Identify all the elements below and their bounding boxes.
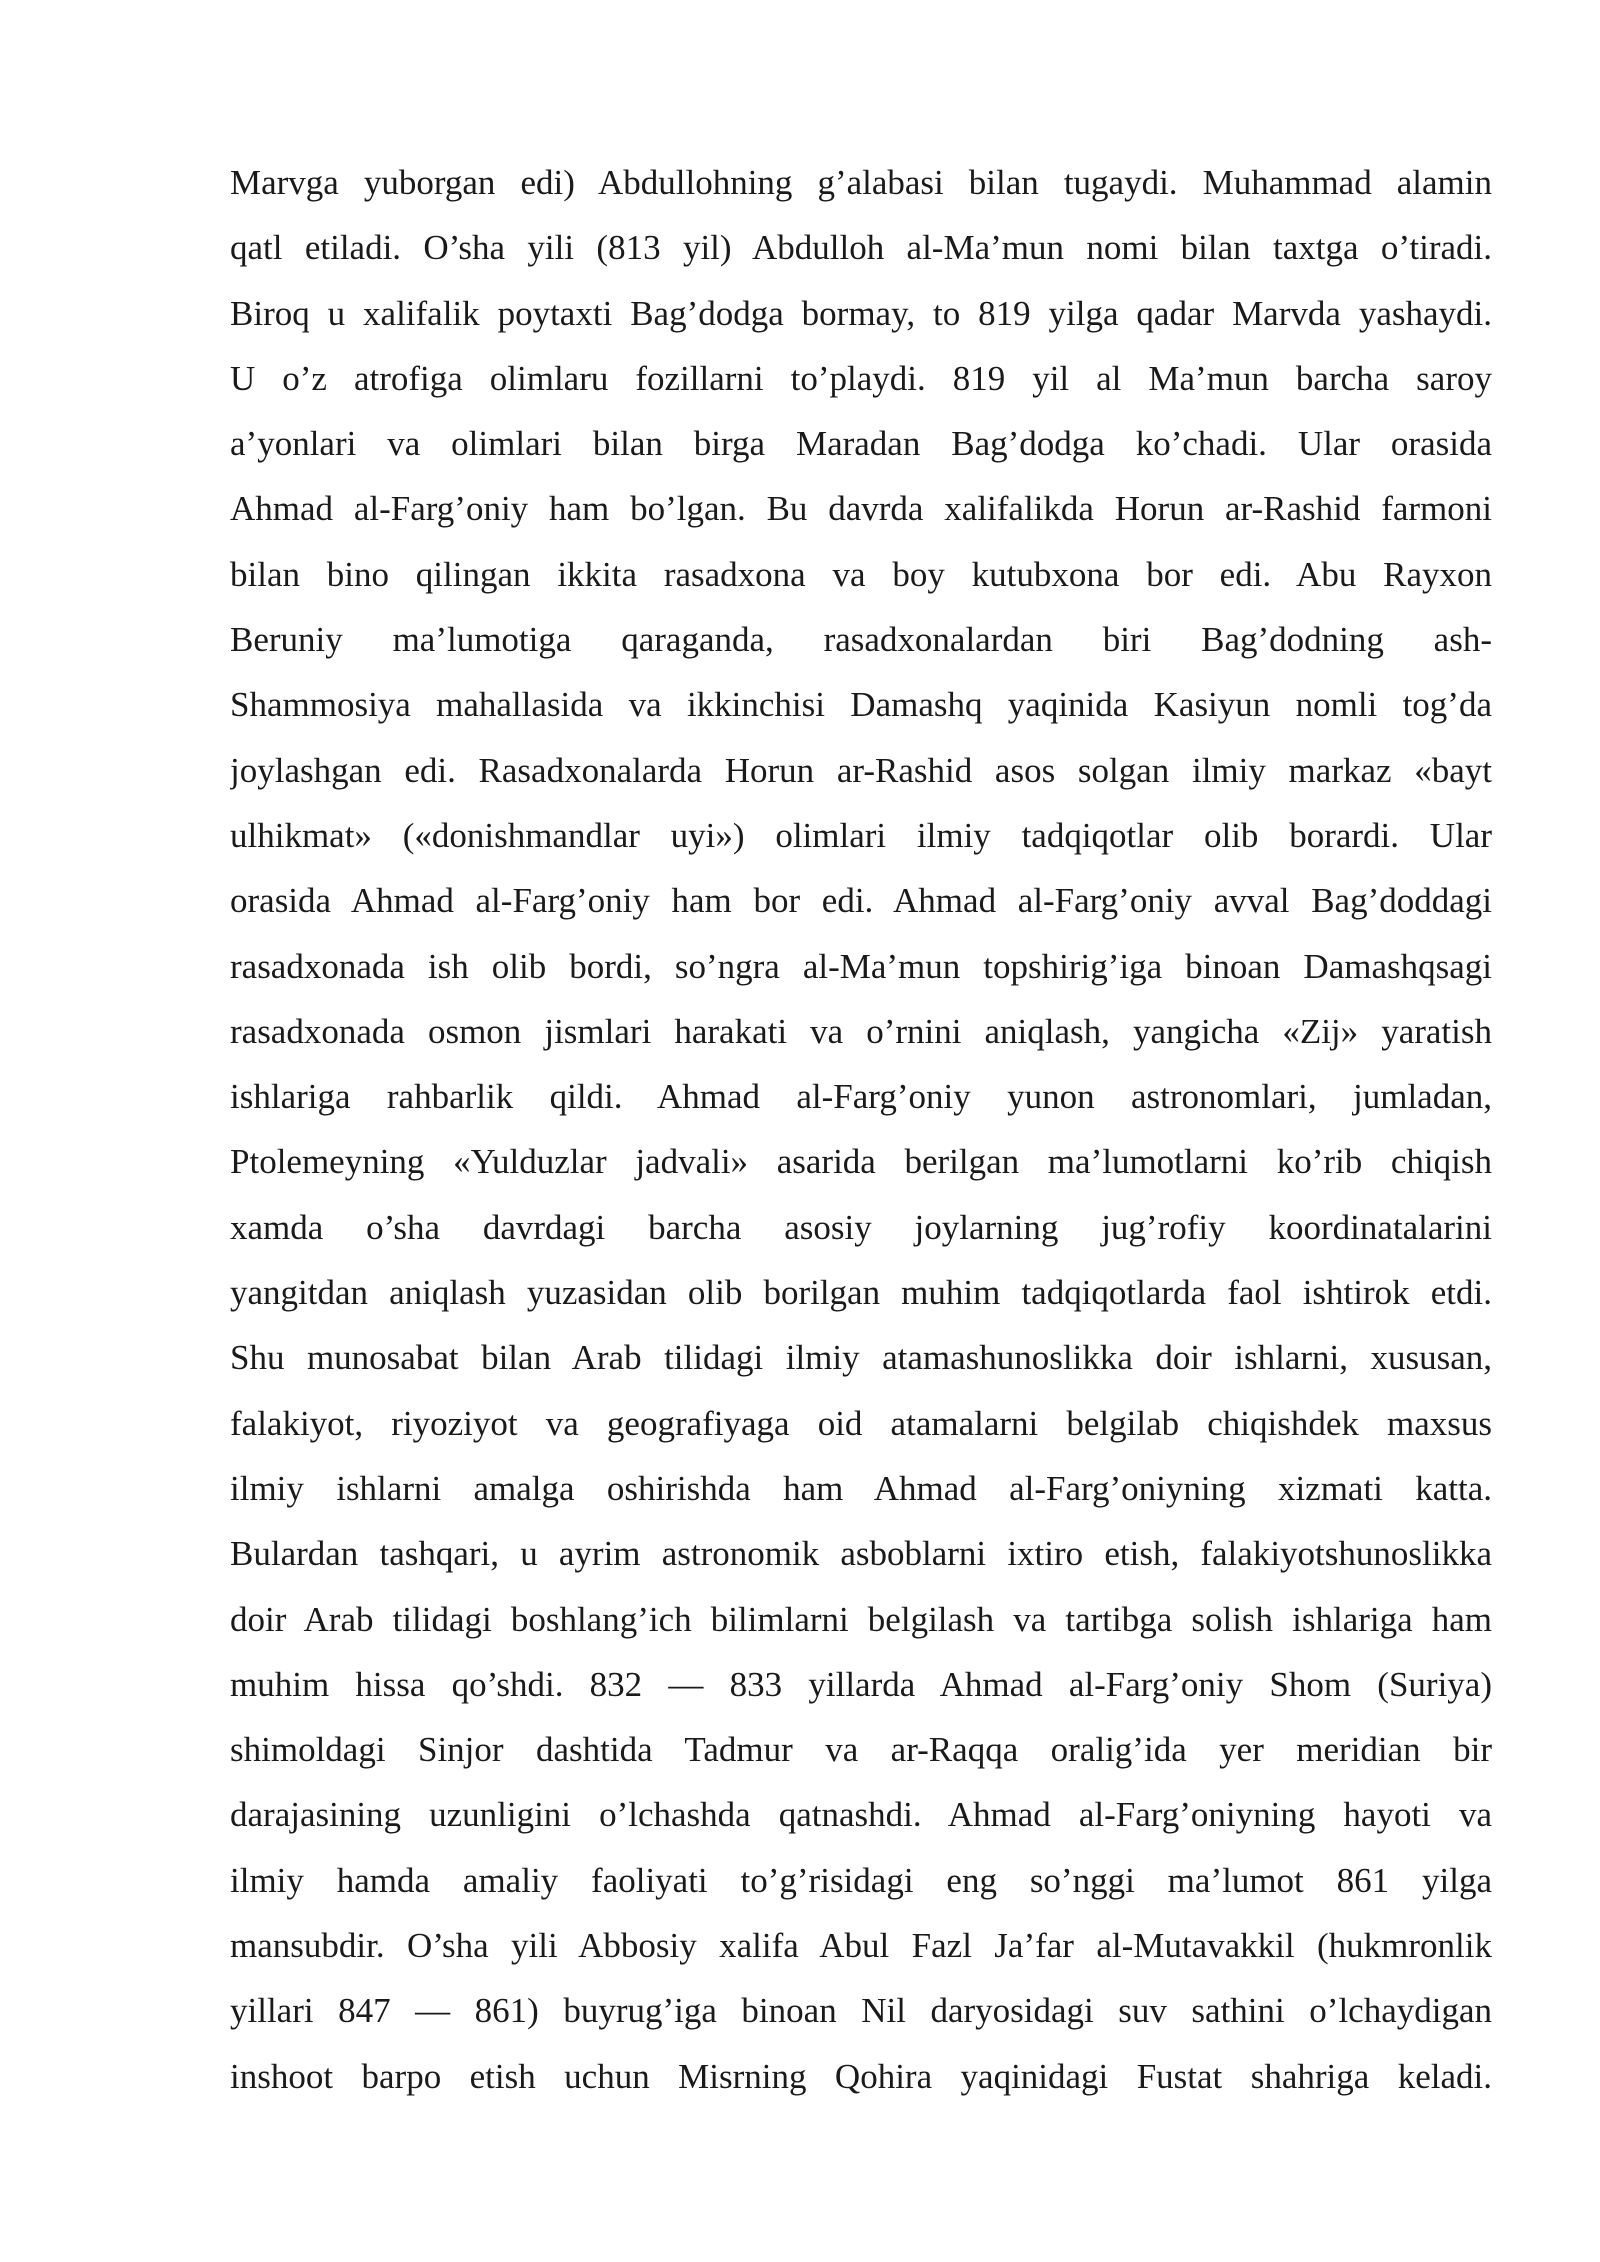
text-line-14: rasadxonada osmon jismlari harakati va o’rnini aniqlash, yangicha «Zij» yaratish (230, 1011, 1492, 1051)
text-line-21: ilmiy ishlarni amalga oshirishda ham Ahmad al-Farg’oniyning xizmati katta. (230, 1468, 1492, 1508)
text-line-29: yillari 847 — 861) buyrug’iga binoan Nil daryosidagi suv sathini o’lchaydigan (230, 1991, 1492, 2031)
text-line-23: doir Arab tilidagi boshlang’ich bilimlarni belgilash va tartibga solish ishlariga ham (230, 1599, 1492, 1639)
text-line-13: rasadxonada ish olib bordi, so’ngra al-Ma’mun topshirig’iga binoan Damashqsagi (230, 946, 1492, 986)
text-line-7: bilan bino qilingan ikkita rasadxona va boy kutubxona bor edi. Abu Rayxon (230, 554, 1492, 594)
text-line-28: mansubdir. O’sha yili Abbosiy xalifa Abul Fazl Ja’far al-Mutavakkil (hukmronlik (230, 1926, 1492, 1966)
text-line-5: a’yonlari va olimlari bilan birga Maradan Bag’dodga ko’chadi. Ular orasida (230, 424, 1492, 464)
text-line-3: Biroq u xalifalik poytaxti Bag’dodga bormay, to 819 yilga qadar Marvda yashaydi. (230, 293, 1492, 333)
text-line-25: shimoldagi Sinjor dashtida Tadmur va ar-Raqqa oralig’ida yer meridian bir (230, 1730, 1492, 1770)
text-line-15: ishlariga rahbarlik qildi. Ahmad al-Farg’oniy yunon astronomlari, jumladan, (230, 1077, 1492, 1117)
body-text (230, 150, 1492, 2109)
text-line-11: ulhikmat» («donishmandlar uyi») olimlari ilmiy tadqiqotlar olib borardi. Ular (230, 815, 1492, 855)
text-line-27: ilmiy hamda amaliy faoliyati to’g’risidagi eng so’nggi ma’lumot 861 yilga (230, 1860, 1492, 1900)
text-line-12: orasida Ahmad al-Farg’oniy ham bor edi. Ahmad al-Farg’oniy avval Bag’doddagi (230, 881, 1492, 921)
text-line-20: falakiyot, riyoziyot va geografiyaga oid atamalarni belgilab chiqishdek maxsus (230, 1403, 1492, 1443)
text-line-1: Marvga yuborgan edi) Abdullohning g’alabasi bilan tugaydi. Muhammad alamin (230, 163, 1492, 202)
text-line-4: U o’z atrofiga olimlaru fozillarni to’playdi. 819 yil al Ma’mun barcha saroy (230, 358, 1492, 398)
text-line-19: Shu munosabat bilan Arab tilidagi ilmiy atamashunoslikka doir ishlarni, xususan, (230, 1338, 1492, 1378)
text-line-18: yangitdan aniqlash yuzasidan olib borilgan muhim tadqiqotlarda faol ishtirok etdi. (230, 1273, 1492, 1313)
text-line-22: Bulardan tashqari, u ayrim astronomik asboblarni ixtiro etish, falakiyotshunoslikka (230, 1534, 1492, 1574)
text-line-10: joylashgan edi. Rasadxonalarda Horun ar-Rashid asos solgan ilmiy markaz «bayt (230, 750, 1492, 790)
text-line-16: Ptolemeyning «Yulduzlar jadvali» asarida berilgan ma’lumotlarni ko’rib chiqish (230, 1142, 1492, 1182)
text-line-24: muhim hissa qo’shdi. 832 — 833 yillarda Ahmad al-Farg’oniy Shom (Suriya) (230, 1664, 1492, 1704)
text-line-17: xamda o’sha davrdagi barcha asosiy joylarning jug’rofiy koordinatalarini (230, 1207, 1492, 1247)
text-line-2: qatl etiladi. O’sha yili (813 yil) Abdulloh al-Ma’mun nomi bilan taxtga o’tiradi. (230, 228, 1492, 268)
text-line-9: Shammosiya mahallasida va ikkinchisi Damashq yaqinida Kasiyun nomli tog’da (230, 685, 1492, 725)
text-line-30: inshoot barpo etish uchun Misrning Qohira yaqinidagi Fustat shahriga keladi. (230, 2056, 1492, 2096)
text-line-26: darajasining uzunligini o’lchashda qatnashdi. Ahmad al-Farg’oniyning hayoti va (230, 1795, 1492, 1835)
text-line-6: Ahmad al-Farg’oniy ham bo’lgan. Bu davrda xalifalikda Horun ar-Rashid farmoni (230, 489, 1492, 529)
text-line-8: Beruniy ma’lumotiga qaraganda, rasadxonalardan biri Bag’dodning ash- (230, 620, 1492, 660)
